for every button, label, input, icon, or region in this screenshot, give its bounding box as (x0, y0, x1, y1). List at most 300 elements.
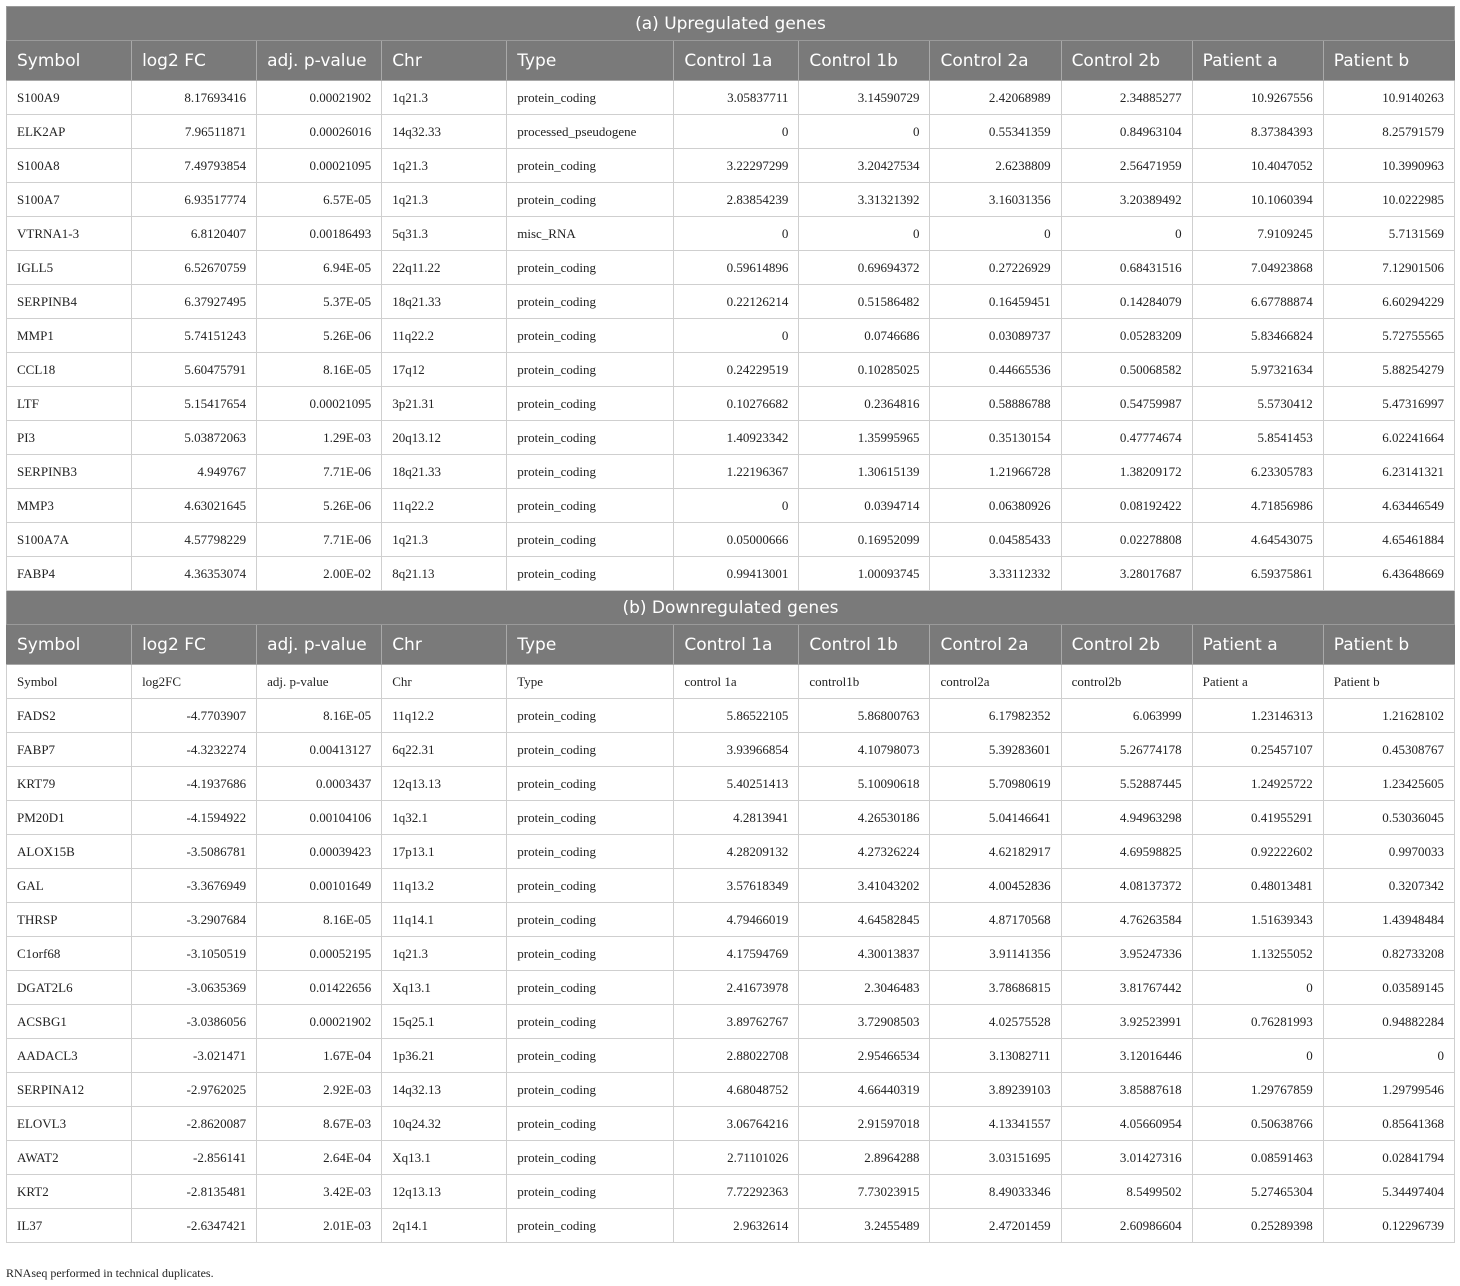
table-row (7, 1073, 1455, 1107)
table-cell: ACSBG1 (7, 1005, 132, 1039)
table-cell: 0.50638766 (1192, 1107, 1323, 1141)
table-cell: IGLL5 (7, 251, 132, 285)
table-cell: 0.00026016 (257, 115, 382, 149)
table-cell: 4.08137372 (1061, 869, 1192, 903)
table-cell: 0.59614896 (674, 251, 799, 285)
table-cell: 3.31321392 (799, 183, 930, 217)
table-cell: 0.16952099 (799, 523, 930, 557)
table-cell: 2.88022708 (674, 1039, 799, 1073)
table-cell: 0.99413001 (674, 557, 799, 591)
section-title-row (7, 7, 1455, 41)
table-row (7, 835, 1455, 869)
table-cell: 11q22.2 (382, 489, 507, 523)
table-cell: 2.60986604 (1061, 1209, 1192, 1243)
table-cell: 0.48013481 (1192, 869, 1323, 903)
table-cell: 3.89239103 (930, 1073, 1061, 1107)
table-cell: 10.1060394 (1192, 183, 1323, 217)
table-cell: 3.41043202 (799, 869, 930, 903)
column-header: log2 FC (132, 625, 257, 665)
table-cell: AWAT2 (7, 1141, 132, 1175)
table-cell: protein_coding (507, 455, 674, 489)
table-cell: 3.95247336 (1061, 937, 1192, 971)
table-cell: S100A7A (7, 523, 132, 557)
table-cell: 5.15417654 (132, 387, 257, 421)
table-cell: protein_coding (507, 285, 674, 319)
table-cell: 6.59375861 (1192, 557, 1323, 591)
table-cell: 0.53036045 (1323, 801, 1454, 835)
table-cell: -4.3232274 (132, 733, 257, 767)
table-cell: 1.40923342 (674, 421, 799, 455)
table-row (7, 115, 1455, 149)
table-cell: 4.00452836 (930, 869, 1061, 903)
table-cell: 7.04923868 (1192, 251, 1323, 285)
table-cell: KRT2 (7, 1175, 132, 1209)
table-cell: 5.26E-06 (257, 489, 382, 523)
table-cell: 0.25289398 (1192, 1209, 1323, 1243)
table-cell: 6.063999 (1061, 699, 1192, 733)
table-cell: -2.9762025 (132, 1073, 257, 1107)
table-cell: 5.34497404 (1323, 1175, 1454, 1209)
table-cell: 1.23425605 (1323, 767, 1454, 801)
table-cell: 8.25791579 (1323, 115, 1454, 149)
gene-expression-table (6, 6, 1455, 1243)
table-cell: 4.68048752 (674, 1073, 799, 1107)
table-cell: 6.23141321 (1323, 455, 1454, 489)
table-cell: 11q12.2 (382, 699, 507, 733)
table-cell: 0.44665536 (930, 353, 1061, 387)
column-header: Control 1a (674, 625, 799, 665)
column-header: Control 1b (799, 41, 930, 81)
table-cell: 3.16031356 (930, 183, 1061, 217)
table-row (7, 767, 1455, 801)
table-cell: 0.08192422 (1061, 489, 1192, 523)
table-cell: protein_coding (507, 699, 674, 733)
table-row (7, 251, 1455, 285)
table-cell: 0.00021095 (257, 149, 382, 183)
table-cell: KRT79 (7, 767, 132, 801)
column-header-row (7, 41, 1455, 81)
table-row (7, 183, 1455, 217)
column-header: Patient b (1323, 625, 1454, 665)
table-cell: 0.35130154 (930, 421, 1061, 455)
table-cell: protein_coding (507, 353, 674, 387)
table-cell: 0.0394714 (799, 489, 930, 523)
column-header: Symbol (7, 41, 132, 81)
column-header: log2 FC (132, 41, 257, 81)
table-cell: 0.47774674 (1061, 421, 1192, 455)
table-cell: protein_coding (507, 251, 674, 285)
table-cell: 4.94963298 (1061, 801, 1192, 835)
table-row (7, 971, 1455, 1005)
table-cell: adj. p-value (257, 665, 382, 699)
table-cell: 0.82733208 (1323, 937, 1454, 971)
table-cell: -2.8620087 (132, 1107, 257, 1141)
table-cell: 0.06380926 (930, 489, 1061, 523)
table-cell: 0.68431516 (1061, 251, 1192, 285)
table-cell: protein_coding (507, 489, 674, 523)
table-cell: Xq13.1 (382, 1141, 507, 1175)
table-cell: 2.47201459 (930, 1209, 1061, 1243)
table-cell: -2.8135481 (132, 1175, 257, 1209)
table-cell: 2.95466534 (799, 1039, 930, 1073)
table-cell: 5.39283601 (930, 733, 1061, 767)
table-cell: 1.51639343 (1192, 903, 1323, 937)
table-cell: 20q13.12 (382, 421, 507, 455)
table-cell: 0.16459451 (930, 285, 1061, 319)
table-cell: 5.5730412 (1192, 387, 1323, 421)
section-title-row (7, 591, 1455, 625)
table-cell: DGAT2L6 (7, 971, 132, 1005)
table-cell: 0.92222602 (1192, 835, 1323, 869)
table-cell: 2q14.1 (382, 1209, 507, 1243)
table-cell: protein_coding (507, 767, 674, 801)
table-cell: 1q21.3 (382, 183, 507, 217)
table-cell: 5.86522105 (674, 699, 799, 733)
table-row (7, 1039, 1455, 1073)
table-cell: 3.93966854 (674, 733, 799, 767)
table-cell: 3.33112332 (930, 557, 1061, 591)
table-cell: 1.21966728 (930, 455, 1061, 489)
column-header: Chr (382, 41, 507, 81)
section-title: (b) Downregulated genes (7, 591, 1455, 625)
table-cell: -3.0386056 (132, 1005, 257, 1039)
table-cell: SERPINB3 (7, 455, 132, 489)
table-cell: -4.7703907 (132, 699, 257, 733)
table-cell: 1.00093745 (799, 557, 930, 591)
table-cell: 5.70980619 (930, 767, 1061, 801)
table-row (7, 1005, 1455, 1039)
table-cell: 1p36.21 (382, 1039, 507, 1073)
table-cell: 3.92523991 (1061, 1005, 1192, 1039)
table-cell: 14q32.13 (382, 1073, 507, 1107)
table-cell: 5.03872063 (132, 421, 257, 455)
table-cell: S100A8 (7, 149, 132, 183)
table-cell: 0.00052195 (257, 937, 382, 971)
table-cell: 22q11.22 (382, 251, 507, 285)
table-row (7, 353, 1455, 387)
table-cell: 4.26530186 (799, 801, 930, 835)
table-cell: FABP7 (7, 733, 132, 767)
table-cell: 0.03589145 (1323, 971, 1454, 1005)
table-row (7, 733, 1455, 767)
table-cell: 0 (799, 115, 930, 149)
table-cell: 1q21.3 (382, 149, 507, 183)
table-cell: 1q32.1 (382, 801, 507, 835)
table-cell: protein_coding (507, 149, 674, 183)
table-cell: ELOVL3 (7, 1107, 132, 1141)
table-cell: 5.74151243 (132, 319, 257, 353)
table-cell: 17p13.1 (382, 835, 507, 869)
table-cell: 7.72292363 (674, 1175, 799, 1209)
table-cell: 0.9970033 (1323, 835, 1454, 869)
table-cell: 3.72908503 (799, 1005, 930, 1039)
table-cell: protein_coding (507, 801, 674, 835)
table-cell: LTF (7, 387, 132, 421)
table-cell: protein_coding (507, 971, 674, 1005)
column-header: Symbol (7, 625, 132, 665)
table-cell: 7.71E-06 (257, 523, 382, 557)
table-cell: 0.00039423 (257, 835, 382, 869)
table-cell: 5.60475791 (132, 353, 257, 387)
table-cell: 3.20389492 (1061, 183, 1192, 217)
table-cell: 4.87170568 (930, 903, 1061, 937)
table-cell: 18q21.33 (382, 285, 507, 319)
table-cell: 11q22.2 (382, 319, 507, 353)
table-cell: 11q14.1 (382, 903, 507, 937)
table-cell: 0.02278808 (1061, 523, 1192, 557)
table-cell: PI3 (7, 421, 132, 455)
column-header: Chr (382, 625, 507, 665)
table-cell: 0.51586482 (799, 285, 930, 319)
table-cell: 1.43948484 (1323, 903, 1454, 937)
table-cell: 6.37927495 (132, 285, 257, 319)
table-cell: 0.01422656 (257, 971, 382, 1005)
table-cell: 0 (1323, 1039, 1454, 1073)
gene-table-container (6, 6, 1455, 1243)
table-cell: protein_coding (507, 1175, 674, 1209)
table-cell: protein_coding (507, 421, 674, 455)
table-cell: 4.63021645 (132, 489, 257, 523)
table-cell: 6.17982352 (930, 699, 1061, 733)
table-cell: 5.26774178 (1061, 733, 1192, 767)
table-cell: 3.57618349 (674, 869, 799, 903)
table-row (7, 1141, 1455, 1175)
table-cell: 7.71E-06 (257, 455, 382, 489)
table-cell: Xq13.1 (382, 971, 507, 1005)
table-cell: 0.0746686 (799, 319, 930, 353)
column-header: adj. p-value (257, 41, 382, 81)
table-cell: misc_RNA (507, 217, 674, 251)
table-cell: 1.35995965 (799, 421, 930, 455)
table-cell: 2.8964288 (799, 1141, 930, 1175)
table-cell: 2.83854239 (674, 183, 799, 217)
table-cell: 1.67E-04 (257, 1039, 382, 1073)
table-cell: 0.69694372 (799, 251, 930, 285)
table-cell: 0.94882284 (1323, 1005, 1454, 1039)
table-cell: 2.56471959 (1061, 149, 1192, 183)
table-cell: CCL18 (7, 353, 132, 387)
table-cell: 10.9267556 (1192, 81, 1323, 115)
table-cell: 1q21.3 (382, 523, 507, 557)
table-cell: PM20D1 (7, 801, 132, 835)
table-row (7, 937, 1455, 971)
table-cell: 0.85641368 (1323, 1107, 1454, 1141)
table-cell: 8.16E-05 (257, 699, 382, 733)
column-header: Control 1a (674, 41, 799, 81)
table-cell: 4.13341557 (930, 1107, 1061, 1141)
table-cell: -3.2907684 (132, 903, 257, 937)
table-cell: control2b (1061, 665, 1192, 699)
table-cell: S100A7 (7, 183, 132, 217)
table-cell: 7.9109245 (1192, 217, 1323, 251)
section-title: (a) Upregulated genes (7, 7, 1455, 41)
table-cell: 6.02241664 (1323, 421, 1454, 455)
table-cell: 7.12901506 (1323, 251, 1454, 285)
table-cell: 2.01E-03 (257, 1209, 382, 1243)
table-cell: 2.34885277 (1061, 81, 1192, 115)
table-cell: 3.13082711 (930, 1039, 1061, 1073)
table-cell: 1.38209172 (1061, 455, 1192, 489)
table-cell: FADS2 (7, 699, 132, 733)
table-cell: Chr (382, 665, 507, 699)
table-cell: -4.1594922 (132, 801, 257, 835)
table-cell: 4.2813941 (674, 801, 799, 835)
table-cell: 2.00E-02 (257, 557, 382, 591)
table-cell: 8.16E-05 (257, 903, 382, 937)
table-cell: 10.3990963 (1323, 149, 1454, 183)
table-cell: 0.00021902 (257, 1005, 382, 1039)
table-cell: 6.60294229 (1323, 285, 1454, 319)
table-cell: ALOX15B (7, 835, 132, 869)
table-cell: 4.02575528 (930, 1005, 1061, 1039)
table-cell: THRSP (7, 903, 132, 937)
table-cell: 7.73023915 (799, 1175, 930, 1209)
table-cell: 0 (674, 319, 799, 353)
table-cell: SERPINA12 (7, 1073, 132, 1107)
table-cell: 4.05660954 (1061, 1107, 1192, 1141)
table-cell: 1q21.3 (382, 81, 507, 115)
table-cell: protein_coding (507, 1141, 674, 1175)
table-cell: protein_coding (507, 523, 674, 557)
table-cell: 4.57798229 (132, 523, 257, 557)
table-cell: protein_coding (507, 1005, 674, 1039)
table-cell: 8.5499502 (1061, 1175, 1192, 1209)
table-cell: 0.3207342 (1323, 869, 1454, 903)
table-row (7, 319, 1455, 353)
table-cell: 4.28209132 (674, 835, 799, 869)
table-cell: 3.20427534 (799, 149, 930, 183)
table-cell: protein_coding (507, 1073, 674, 1107)
table-cell: 3.12016446 (1061, 1039, 1192, 1073)
table-cell: 0.10285025 (799, 353, 930, 387)
table-cell: -3.021471 (132, 1039, 257, 1073)
column-header: Control 2b (1061, 41, 1192, 81)
column-header-row (7, 625, 1455, 665)
table-cell: 5.27465304 (1192, 1175, 1323, 1209)
table-cell: FABP4 (7, 557, 132, 591)
table-row (7, 285, 1455, 319)
table-cell: 4.69598825 (1061, 835, 1192, 869)
table-cell: ELK2AP (7, 115, 132, 149)
table-cell: log2FC (132, 665, 257, 699)
table-cell: 5.7131569 (1323, 217, 1454, 251)
table-row (7, 421, 1455, 455)
table-cell: 6.43648669 (1323, 557, 1454, 591)
table-cell: 4.63446549 (1323, 489, 1454, 523)
table-cell: 5q31.3 (382, 217, 507, 251)
table-cell: 2.42068989 (930, 81, 1061, 115)
table-cell: 3.81767442 (1061, 971, 1192, 1005)
table-cell: protein_coding (507, 869, 674, 903)
table-cell: 4.76263584 (1061, 903, 1192, 937)
table-cell: 2.92E-03 (257, 1073, 382, 1107)
table-cell: 11q13.2 (382, 869, 507, 903)
table-cell: 8.37384393 (1192, 115, 1323, 149)
table-cell: 5.72755565 (1323, 319, 1454, 353)
column-header: Control 2a (930, 625, 1061, 665)
table-cell: 0.50068582 (1061, 353, 1192, 387)
table-cell: protein_coding (507, 1039, 674, 1073)
table-cell: 1.21628102 (1323, 699, 1454, 733)
table-cell: 0.54759987 (1061, 387, 1192, 421)
table-cell: 1.30615139 (799, 455, 930, 489)
table-cell: 5.26E-06 (257, 319, 382, 353)
column-header: Type (507, 625, 674, 665)
table-cell: 2.64E-04 (257, 1141, 382, 1175)
table-cell: 10.9140263 (1323, 81, 1454, 115)
column-header: Control 2a (930, 41, 1061, 81)
table-cell: 2.41673978 (674, 971, 799, 1005)
table-cell: 0.05283209 (1061, 319, 1192, 353)
table-row (7, 869, 1455, 903)
table-cell: control 1a (674, 665, 799, 699)
table-cell: protein_coding (507, 835, 674, 869)
table-cell: 4.10798073 (799, 733, 930, 767)
table-cell: 3.42E-03 (257, 1175, 382, 1209)
table-cell: 5.97321634 (1192, 353, 1323, 387)
table-cell: -2.6347421 (132, 1209, 257, 1243)
table-cell: 1.29799546 (1323, 1073, 1454, 1107)
table-cell: Patient b (1323, 665, 1454, 699)
table-cell: 3.85887618 (1061, 1073, 1192, 1107)
table-cell: 6.94E-05 (257, 251, 382, 285)
table-cell: MMP1 (7, 319, 132, 353)
table-cell: 6q22.31 (382, 733, 507, 767)
table-cell: 1.24925722 (1192, 767, 1323, 801)
table-cell: 8.67E-03 (257, 1107, 382, 1141)
table-cell: 8.17693416 (132, 81, 257, 115)
table-cell: 0.10276682 (674, 387, 799, 421)
table-cell: 2.91597018 (799, 1107, 930, 1141)
table-cell: 4.27326224 (799, 835, 930, 869)
table-row (7, 1175, 1455, 1209)
table-cell: 8.49033346 (930, 1175, 1061, 1209)
table-cell: 4.65461884 (1323, 523, 1454, 557)
table-cell: 0 (930, 217, 1061, 251)
table-cell: 4.36353074 (132, 557, 257, 591)
table-cell: 4.64582845 (799, 903, 930, 937)
table-cell: 0.24229519 (674, 353, 799, 387)
table-cell: 1.29767859 (1192, 1073, 1323, 1107)
table-cell: -2.856141 (132, 1141, 257, 1175)
table-cell: -3.3676949 (132, 869, 257, 903)
table-cell: 4.64543075 (1192, 523, 1323, 557)
table-cell: MMP3 (7, 489, 132, 523)
table-cell: control1b (799, 665, 930, 699)
column-header: Control 1b (799, 625, 930, 665)
table-cell: 0.00021902 (257, 81, 382, 115)
table-cell: 10.4047052 (1192, 149, 1323, 183)
table-cell: -3.0635369 (132, 971, 257, 1005)
table-cell: 1.13255052 (1192, 937, 1323, 971)
column-header: Patient a (1192, 625, 1323, 665)
table-row (7, 523, 1455, 557)
table-cell: protein_coding (507, 183, 674, 217)
table-cell: 3.03151695 (930, 1141, 1061, 1175)
table-cell: 4.17594769 (674, 937, 799, 971)
table-cell: 3.78686815 (930, 971, 1061, 1005)
table-cell: 5.83466824 (1192, 319, 1323, 353)
table-cell: 7.49793854 (132, 149, 257, 183)
table-cell: 8q21.13 (382, 557, 507, 591)
table-cell: Type (507, 665, 674, 699)
table-cell: 0.41955291 (1192, 801, 1323, 835)
table-cell: 3.01427316 (1061, 1141, 1192, 1175)
table-row (7, 903, 1455, 937)
table-cell: -3.1050519 (132, 937, 257, 971)
table-cell: 0.27226929 (930, 251, 1061, 285)
table-cell: protein_coding (507, 557, 674, 591)
